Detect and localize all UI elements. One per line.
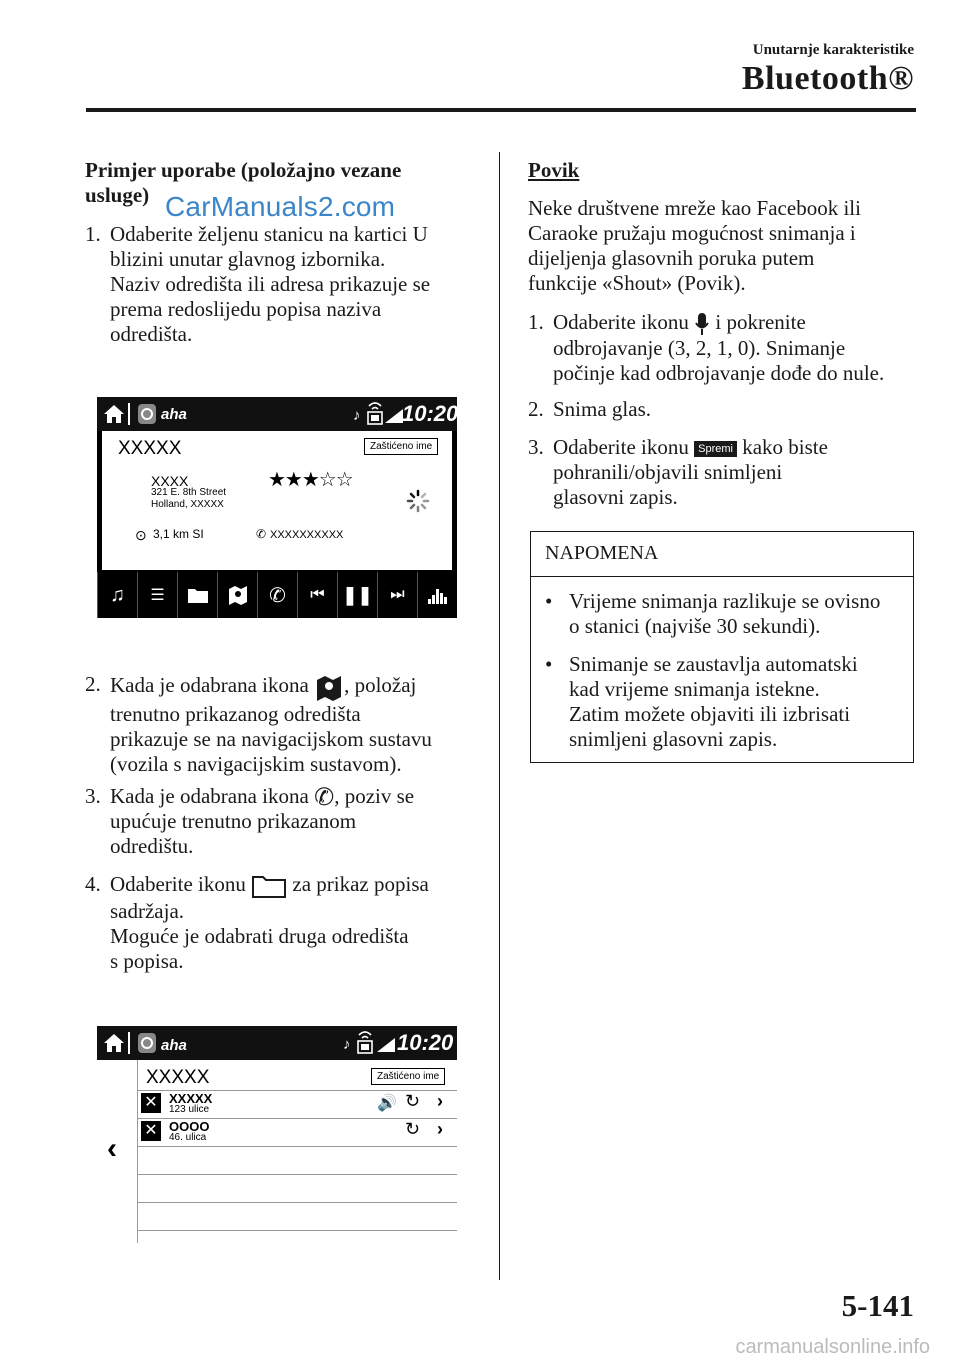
folder-icon[interactable] [177, 572, 217, 618]
aha-screen-detail [97, 397, 457, 618]
note-title: NAPOMENA [531, 532, 913, 577]
text-line: Neke društvene mreže kao Facebook ili [528, 196, 861, 220]
text-line: Naziv odredišta ili adresa prikazuje se [110, 272, 431, 296]
step-number: 3. [85, 784, 101, 808]
text-line: i pokrenite [715, 310, 806, 334]
folder-icon [251, 873, 287, 899]
note-box [530, 531, 914, 763]
aha-screen-list [97, 1026, 457, 1243]
step-number: 4. [85, 872, 101, 896]
protected-name-badge[interactable]: Zaštićeno ime [364, 438, 438, 455]
music-icon[interactable]: ♫ [97, 572, 137, 618]
text-line: , položaj [344, 672, 417, 697]
music-note-icon: ♪ [343, 1036, 351, 1053]
text-line: sadržaja. [110, 899, 185, 924]
rating-stars-icon: ★★★☆☆ [268, 469, 353, 491]
step-number: 2. [528, 397, 544, 421]
text-line: Kada je odabrana ikona [110, 672, 309, 697]
clock: 10:20 [402, 401, 459, 426]
screen-topbar [97, 1026, 457, 1060]
left-step-3 [85, 784, 475, 859]
text-line: prema redoslijedu popisa naziva [110, 297, 382, 321]
watermark[interactable]: CarManuals2.com [165, 191, 396, 222]
close-icon[interactable]: ✕ [141, 1093, 161, 1113]
right-heading: Povik [528, 158, 580, 182]
page-number: 5-141 [841, 1288, 914, 1323]
phone-number: XXXXXXXXXX [270, 529, 344, 541]
text-line: o stanici (najviše 30 sekundi). [569, 614, 821, 638]
text-line: počinje kad odbrojavanje dođe do nule. [553, 361, 885, 386]
left-step-2 [85, 672, 475, 777]
step-number: 3. [528, 435, 544, 459]
address-line-1: 321 E. 8th Street [151, 487, 227, 498]
station-title: XXXXX [118, 438, 182, 459]
list-panel [97, 1060, 457, 1243]
left-step-4 [85, 872, 475, 974]
text-line: Odaberite željenu stanicu na kartici U [110, 222, 428, 246]
text-line: upućuje trenutno prikazanom [110, 809, 357, 833]
right-step-1 [528, 310, 918, 386]
phone-small-icon: ✆ [256, 527, 267, 541]
text-line: trenutno prikazanog odredišta [110, 702, 361, 726]
microphone-icon [694, 312, 710, 336]
protected-name-badge[interactable]: Zaštićeno ime [371, 1068, 445, 1085]
text-line: prikazuje se na navigacijskom sustavu [110, 727, 432, 751]
text-line: Vrijeme snimanja razlikuje se ovisno [569, 589, 881, 613]
refresh-icon[interactable]: ↻ [405, 1119, 421, 1139]
text-line: kako biste [742, 435, 828, 459]
list-item[interactable] [137, 1119, 457, 1146]
speaker-icon: 🔊 [377, 1095, 397, 1112]
left-heading: Primjer uporabe (položajno vezane usluge) [85, 158, 402, 207]
station-title: XXXXX [146, 1067, 210, 1088]
text-line: dijeljenja glasovnih poruka putem [528, 246, 815, 270]
text-line: glasovni zapis. [553, 485, 678, 509]
left-step-1 [85, 222, 475, 347]
right-step-3 [528, 435, 918, 510]
note-bullet-1 [545, 589, 905, 639]
page-title: Bluetooth® [741, 60, 914, 97]
refresh-icon[interactable]: ↻ [405, 1091, 421, 1111]
step-number: 1. [85, 222, 101, 246]
right-intro [528, 196, 918, 296]
map-icon[interactable] [217, 572, 257, 618]
loading-spinner-icon [406, 489, 430, 513]
prev-icon[interactable]: ⏮ [297, 572, 337, 618]
map-icon [314, 672, 344, 702]
destination-name: XXXX [151, 473, 189, 489]
text-line: Odaberite ikonu [110, 872, 246, 896]
step-number: 1. [528, 310, 544, 334]
app-name: aha [161, 1037, 187, 1054]
list-item-name: OOOO [169, 1119, 210, 1134]
distance: 3,1 km SI [153, 527, 204, 541]
phone-icon: ✆ [314, 785, 335, 812]
save-icon: Spremi [694, 441, 737, 457]
detail-panel [102, 431, 452, 570]
list-item-sub: 123 ulice [169, 1104, 210, 1115]
clock: 10:20 [397, 1030, 454, 1055]
step-number: 2. [85, 672, 101, 696]
close-icon[interactable]: ✕ [141, 1121, 161, 1141]
bullet-icon: • [545, 652, 553, 676]
text-line: Caraoke pružaju mogućnost snimanja i [528, 221, 856, 245]
next-icon[interactable]: ⏭ [377, 572, 417, 618]
section-label: Unutarnje karakteristike [752, 42, 914, 58]
screen-topbar [97, 397, 457, 431]
list-item-name: XXXXX [169, 1091, 213, 1106]
text-line: Moguće je odabrati druga odredišta [110, 924, 409, 949]
text-line: s popisa. [110, 949, 184, 974]
text-line: pohranili/objavili snimljeni [553, 460, 783, 484]
signal-icon [385, 409, 403, 423]
text-line: (vozila s navigacijskim sustavom). [110, 752, 402, 776]
list-item[interactable] [137, 1091, 457, 1118]
bluetooth-device-icon [355, 1029, 375, 1055]
footer-watermark[interactable]: carmanualsonline.info [735, 1336, 930, 1358]
text-line: blizini unutar glavnog izbornika. [110, 247, 386, 271]
home-icon[interactable] [103, 1033, 125, 1053]
chevron-right-icon[interactable]: › [437, 1091, 443, 1111]
text-line: odredištu. [110, 834, 194, 858]
text-line: Snima glas. [553, 397, 651, 421]
bluetooth-device-icon [365, 400, 385, 426]
back-chevron-icon[interactable]: ‹ [107, 1132, 117, 1165]
text-line: kad vrijeme snimanja istekne. [569, 677, 820, 701]
header-divider [86, 108, 916, 112]
text-line: Odaberite ikonu [553, 435, 689, 459]
compass-icon: ⊙ [135, 527, 147, 543]
signal-icon [377, 1038, 395, 1052]
list-item-sub: 46. ulica [169, 1132, 207, 1143]
app-name: aha [161, 406, 187, 423]
pause-icon[interactable]: ❚❚ [337, 572, 377, 618]
note-bullet-2 [545, 652, 905, 752]
music-note-icon: ♪ [353, 407, 361, 424]
control-bar [97, 572, 457, 618]
text-line: snimljeni glasovni zapis. [569, 727, 778, 751]
text-line: Odaberite ikonu [553, 310, 689, 334]
back-column [97, 1060, 138, 1243]
aha-logo-icon [137, 1032, 157, 1054]
text-line: za prikaz popisa [292, 872, 429, 896]
text-line: Kada je odabrana ikona [110, 784, 309, 808]
aha-logo-icon [137, 403, 157, 425]
column-divider [499, 152, 500, 1280]
address-line-2: Holland, XXXXX [151, 499, 224, 510]
text-line: odbrojavanje (3, 2, 1, 0). Snimanje [553, 336, 846, 361]
bullet-icon: • [545, 589, 553, 613]
text-line: Snimanje se zaustavlja automatski [569, 652, 858, 676]
text-line: , poziv se [334, 784, 415, 808]
text-line: Zatim možete objaviti ili izbrisati [569, 702, 851, 726]
text-line: funkcije «Shout» (Povik). [528, 271, 746, 295]
text-line: odredišta. [110, 322, 193, 346]
list-icon[interactable]: ☰ [137, 572, 177, 618]
chevron-right-icon[interactable]: › [437, 1119, 443, 1139]
right-step-2 [528, 397, 918, 422]
phone-icon[interactable]: ✆ [257, 572, 297, 618]
home-icon[interactable] [103, 404, 125, 424]
equalizer-icon[interactable] [417, 572, 457, 618]
